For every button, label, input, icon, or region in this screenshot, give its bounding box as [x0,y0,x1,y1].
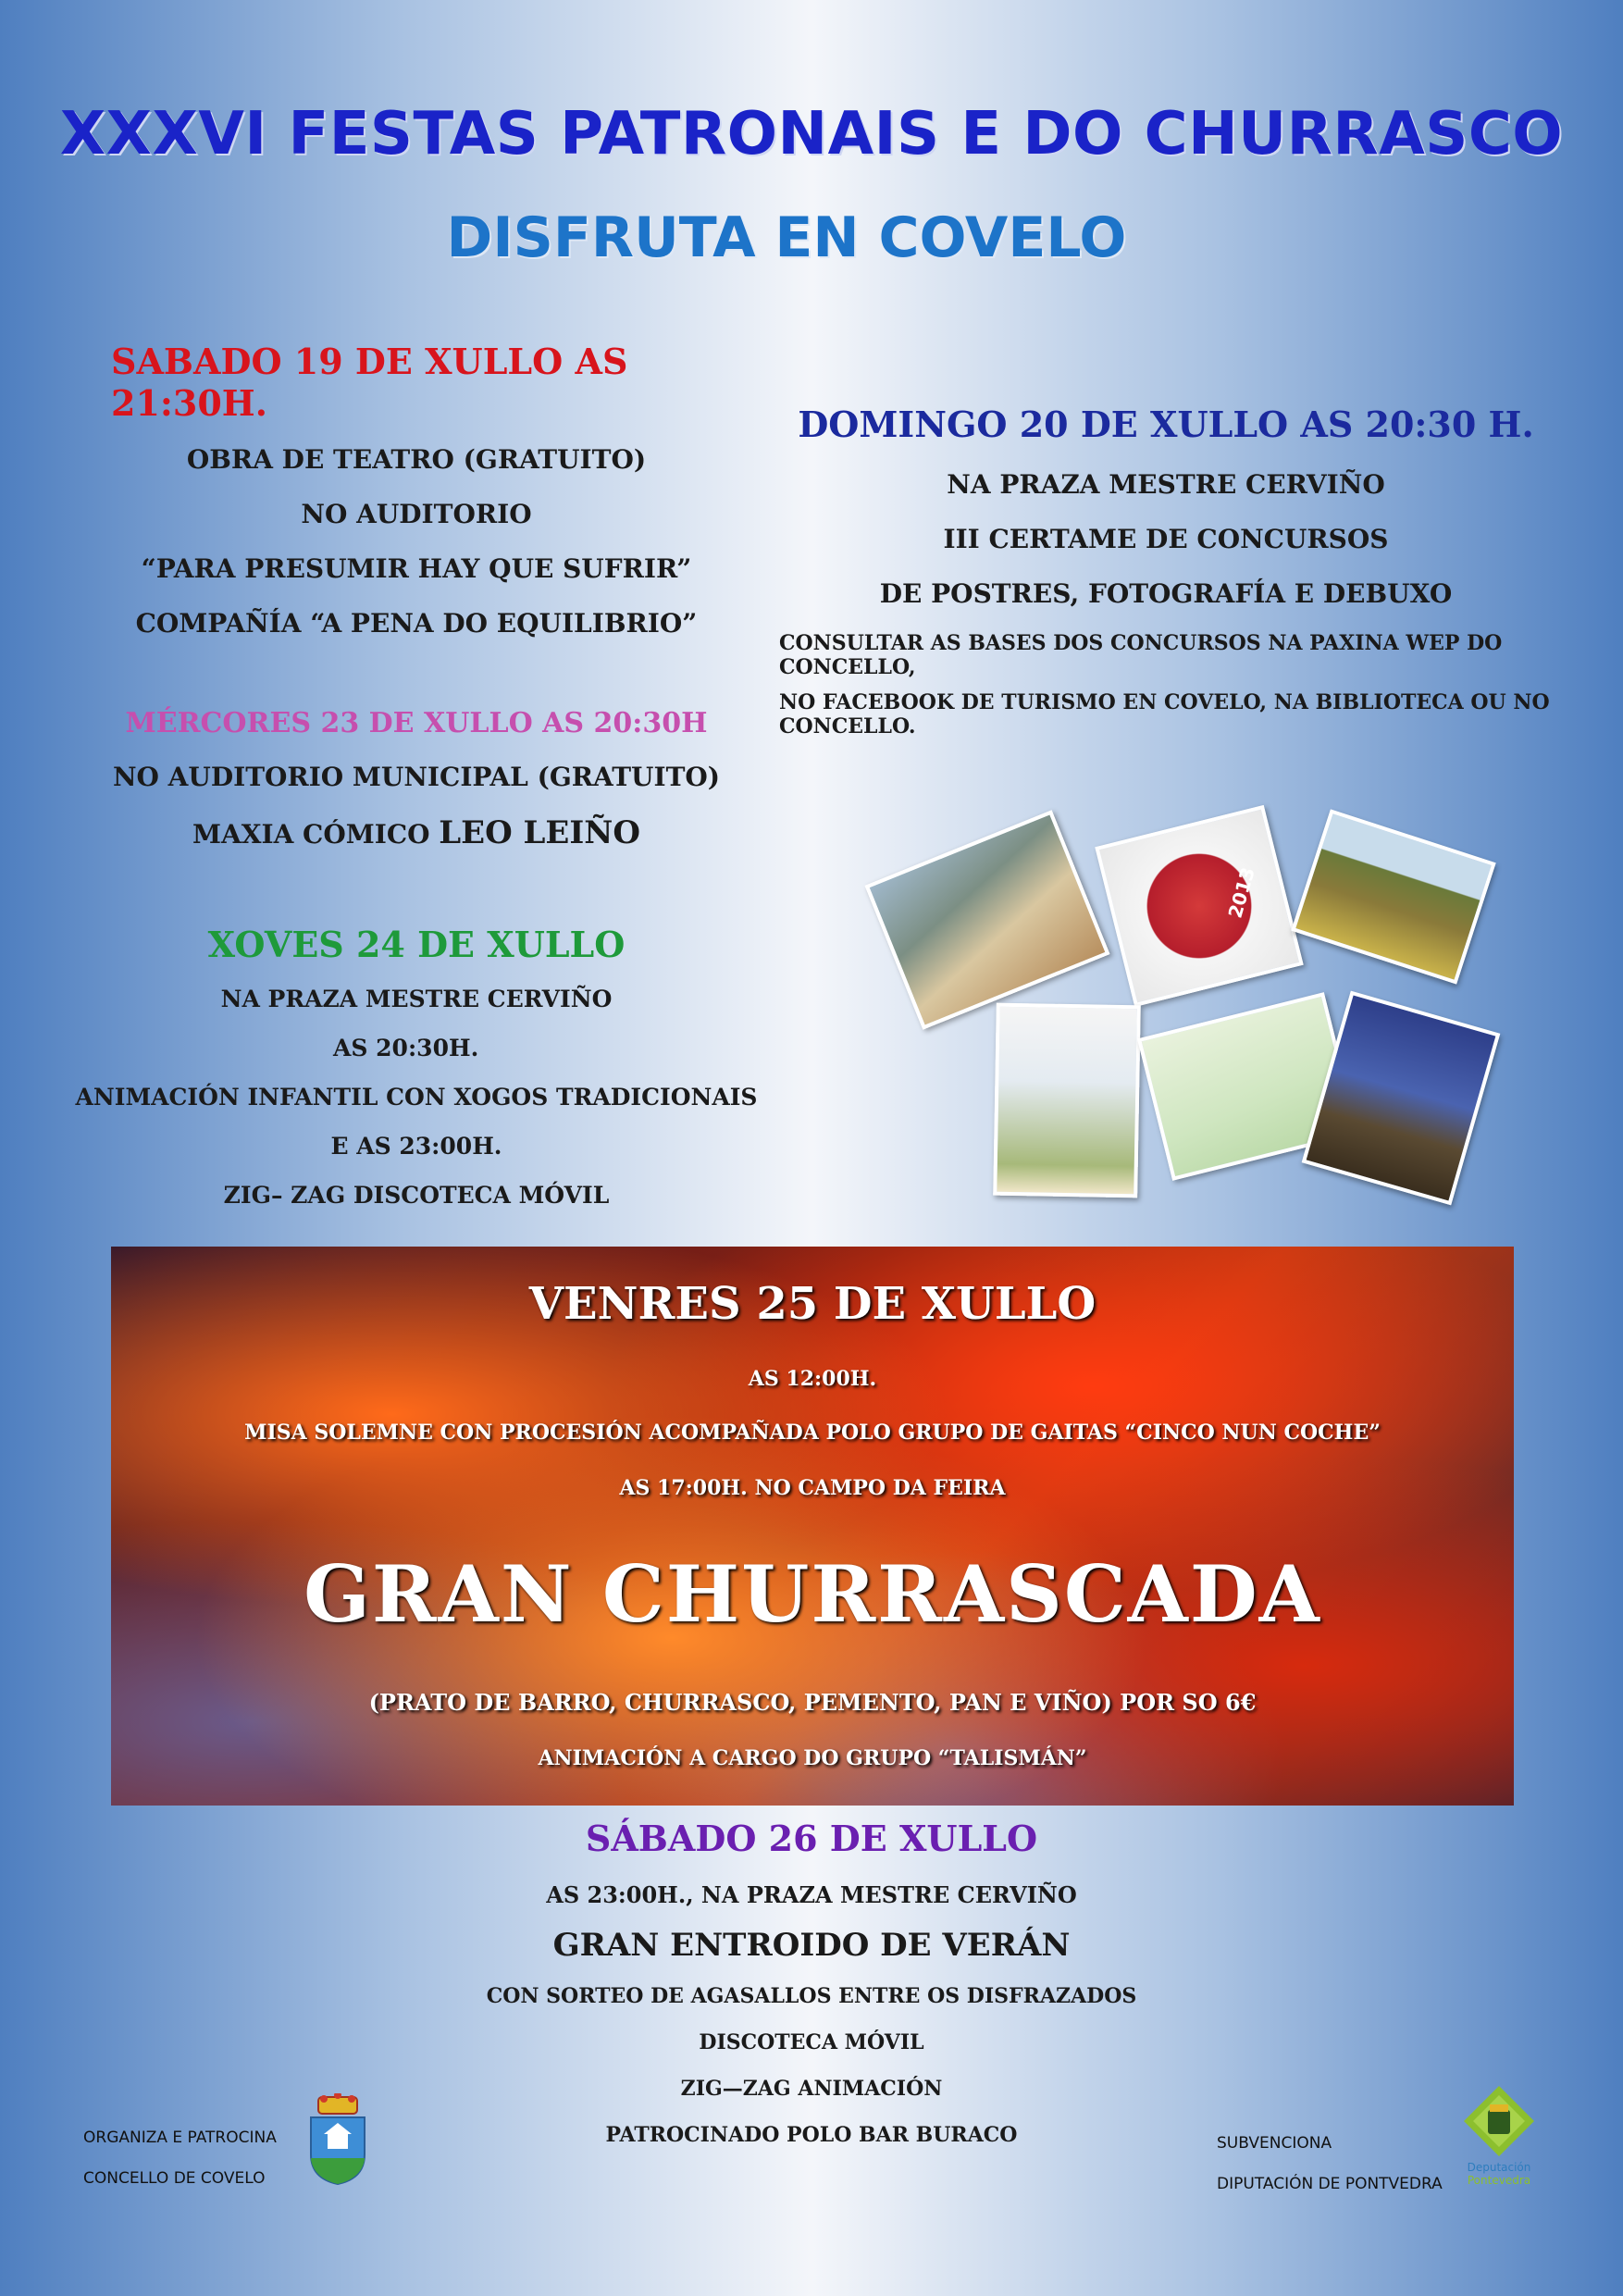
domingo20-section [768,403,1564,738]
poster-title: XXXVI FESTAS PATRONAIS E DO CHURRASCO [59,100,1564,168]
xoves24-line: NA PRAZA MESTRE CERVIÑO [220,986,613,1012]
venres25-big-title: GRAN CHURRASCADA [304,1548,1321,1640]
xoves24-heading: XOVES 24 DE XULLO [207,924,626,965]
sabado19-heading: SABADO 19 DE XULLO AS 21:30H. [111,341,628,424]
sabado26-big: GRAN ENTROIDO DE VERÁN [552,1927,1071,1964]
mercores23-line: NO AUDITORIO MUNICIPAL (GRATUITO) [112,762,721,792]
poster-subtitle: DISFRUTA EN COVELO [446,205,1127,270]
domingo20-line: III CERTAME DE CONCURSOS [943,524,1389,554]
venres25-menu: (PRATO DE BARRO, CHURRASCO, PEMENTO, PAN E VIÑO) POR SO 6€ [368,1689,1257,1716]
sabado19-line: COMPAÑÍA “A PENA DO EQUILIBRIO” [135,608,698,639]
xoves24-line: E AS 23:00H. [330,1133,502,1160]
sabado19-line: NO AUDITORIO [301,499,532,529]
sabado19-section [74,341,759,639]
venres25-line: AS 12:00H. [748,1367,877,1391]
sabado26-line: ZIG—ZAG ANIMACIÓN [680,2077,943,2101]
domingo20-heading: DOMINGO 20 DE XULLO AS 20:30 H. [798,403,1534,445]
venres25-line: MISA SOLEMNE CON PROCESIÓN ACOMPAÑADA POLO GRUPO DE GAITAS “CINCO NUN COCHE” [244,1421,1381,1445]
domingo20-note: CONSULTAR AS BASES DOS CONCURSOS NA PAXINA WEP DO CONCELLO, [779,631,1503,679]
sabado26-line: PATROCINADO POLO BAR BURACO [605,2123,1018,2147]
mercores23-artist: LEO LEIÑO [439,814,640,851]
cake-text: 2013 [1223,864,1259,921]
subsidy-name: DIPUTACIÓN DE PONTVEDRA [1217,2175,1443,2193]
desserts-photo [864,810,1109,1029]
cake-photo [1095,805,1303,1007]
covelo-coat-of-arms [305,2093,370,2186]
venres25-line: AS 17:00H. NO CAMPO DA FEIRA [619,1476,1006,1500]
mercores23-line [74,814,759,851]
diputacion-logo [1453,2082,1545,2193]
drawing-photo [993,1003,1141,1198]
xoves24-line: ZIG– ZAG DISCOTECA MÓVIL [223,1182,610,1209]
photo-collage [870,796,1518,1240]
sabado19-line: OBRA DE TEATRO (GRATUITO) [186,444,647,475]
domingo20-note: NO FACEBOOK DE TURISMO EN COVELO, NA BIBLIOTECA OU NO CONCELLO. [779,690,1550,738]
mercores23-prefix: MAXIA CÓMICO [192,819,430,850]
subsidy-label: SUBVENCIONA [1217,2134,1332,2153]
diputacion-logo-text: Pontevedra [1467,2174,1531,2187]
sabado26-line: CON SORTEO DE AGASALLOS ENTRE OS DISFRAZADOS [486,1984,1137,2008]
sabado26-section [0,1818,1623,2147]
xoves24-line: AS 20:30H. [333,1035,479,1061]
organizer-label: ORGANIZA E PATROCINA [83,2128,277,2147]
landscape-photo [1291,809,1495,984]
xoves24-line: ANIMACIÓN INFANTIL CON XOGOS TRADICIONAIS [75,1084,758,1111]
diputacion-logo-text: Deputación [1467,2161,1531,2174]
organizer-name: CONCELLO DE COVELO [83,2169,266,2188]
domingo20-line: NA PRAZA MESTRE CERVIÑO [947,469,1385,500]
xoves24-section [74,924,759,1209]
venres25-music: ANIMACIÓN A CARGO DO GRUPO “TALISMÁN” [538,1746,1087,1770]
mercores23-heading: MÉRCORES 23 DE XULLO AS 20:30H [125,707,708,739]
sabado26-heading: SÁBADO 26 DE XULLO [585,1818,1038,1859]
venres25-banner [111,1247,1514,1806]
sabado26-line: DISCOTECA MÓVIL [699,2030,924,2054]
sabado19-line: “PARA PRESUMIR HAY QUE SUFRIR” [141,553,692,584]
domingo20-line: DE POSTRES, FOTOGRAFÍA E DEBUXO [879,578,1453,609]
sabado26-line: AS 23:00H., NA PRAZA MESTRE CERVIÑO [546,1881,1077,1908]
venres25-heading: VENRES 25 DE XULLO [528,1278,1096,1330]
mercores23-section [74,707,759,851]
